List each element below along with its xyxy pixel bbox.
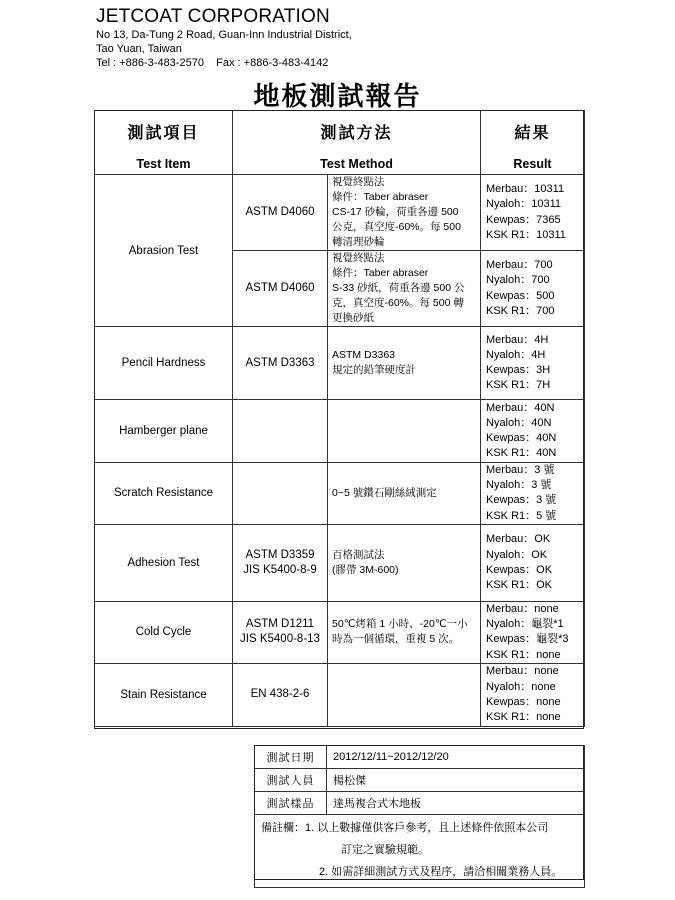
result-cell: Merbau：3 號 Nyaloh：3 號 Kewpas：3 號 KSK R1：5 號 [481,463,585,525]
test-item-cell: Abrasion Test [95,175,233,327]
remark-2-number: 2. [319,866,329,878]
standard-cell: ASTM D3363 [233,327,328,400]
test-item-cell: Scratch Resistance [95,463,233,525]
tester-label: 測試人員 [255,769,327,792]
header-test-item: 測試項目 Test Item [95,111,233,175]
result-cell: Merbau：OK Nyaloh：OK Kewpas：OK KSK R1：OK [481,524,585,601]
result-cell: Merbau：none Nyaloh：none Kewpas：none KSK R1：none [481,663,585,726]
result-cell: Merbau：none Nyaloh：龜裂*1 Kewpas：龜裂*3 KSK R1：none [481,601,585,663]
test-item-cell: Stain Resistance [95,663,233,726]
method-cell: 視覺終點法 條件：Taber abraser CS-17 砂輪，荷重各邊 500 公克，真空度-60%。每 500 轉清理砂輪 [328,175,481,251]
test-date-label: 測試日期 [255,746,327,769]
company-contact: Tel : +886-3-483-2570 Fax : +886-3-483-4142 [96,57,329,69]
standard-cell: ASTM D1211 JIS K5400-8-13 [233,601,328,663]
result-cell: Merbau：700 Nyaloh：700 Kewpas：500 KSK R1：700 [481,251,585,327]
method-cell: 50℃烤箱 1 小時、-20℃一小 時為一個循環，重複 5 次。 [328,601,481,663]
remark-1: 以上數據僅供客戶參考，且上述條件依照本公司 [317,822,549,834]
header-result: 結果 Result [481,111,585,175]
sample-value: 達馬複合式木地板 [327,792,585,815]
tester-value: 楊松傑 [327,769,585,792]
standard-cell: ASTM D4060 [233,175,328,251]
company-address-line1: No 13, Da-Tung 2 Road, Guan-Inn Industrial District, [96,29,352,41]
standard-cell: ASTM D3359 JIS K5400-8-9 [233,524,328,601]
remark-1-cont: 訂定之實驗規範。 [341,844,429,856]
method-cell: 視覺終點法 條件：Taber abraser S-33 砂紙，荷重各邊 500 公 克，真空度-60%。每 500 轉 更換砂紙 [328,251,481,327]
method-cell: 0~5 號鑽石剛絲絨測定 [328,463,481,525]
test-item-cell: Pencil Hardness [95,327,233,400]
test-info-frame [254,745,584,880]
result-cell: Merbau：40N Nyaloh：40N Kewpas：40N KSK R1：40N [481,400,585,463]
company-name: JETCOAT CORPORATION [96,6,330,27]
remark-2: 如需詳細測試方式及程序，請洽相關業務人員。 [331,866,563,878]
remarks-label: 備註欄：1. [261,822,315,834]
document-title: 地板測試報告 [253,82,422,112]
standard-cell: EN 438-2-6 [233,663,328,726]
result-cell: Merbau：10311 Nyaloh：10311 Kewpas：7365 KSK R1：10311 [481,175,585,251]
standard-cell: ASTM D4060 [233,251,328,327]
test-item-cell: Cold Cycle [95,601,233,663]
sample-label: 測試樣品 [255,792,327,815]
result-cell: Merbau：4H Nyaloh：4H Kewpas：3H KSK R1：7H [481,327,585,400]
test-item-cell: Adhesion Test [95,524,233,601]
method-cell: ASTM D3363 規定的鉛筆硬度計 [328,327,481,400]
results-table-frame [94,110,584,729]
method-cell: 百格測試法 (膠帶 3M-600) [328,524,481,601]
header-test-method: 測試方法 Test Method [233,111,481,175]
test-item-cell: Hamberger plane [95,400,233,463]
test-date-value: 2012/12/11~2012/12/20 [327,746,585,769]
company-address-line2: Tao Yuan, Taiwan [96,43,182,55]
